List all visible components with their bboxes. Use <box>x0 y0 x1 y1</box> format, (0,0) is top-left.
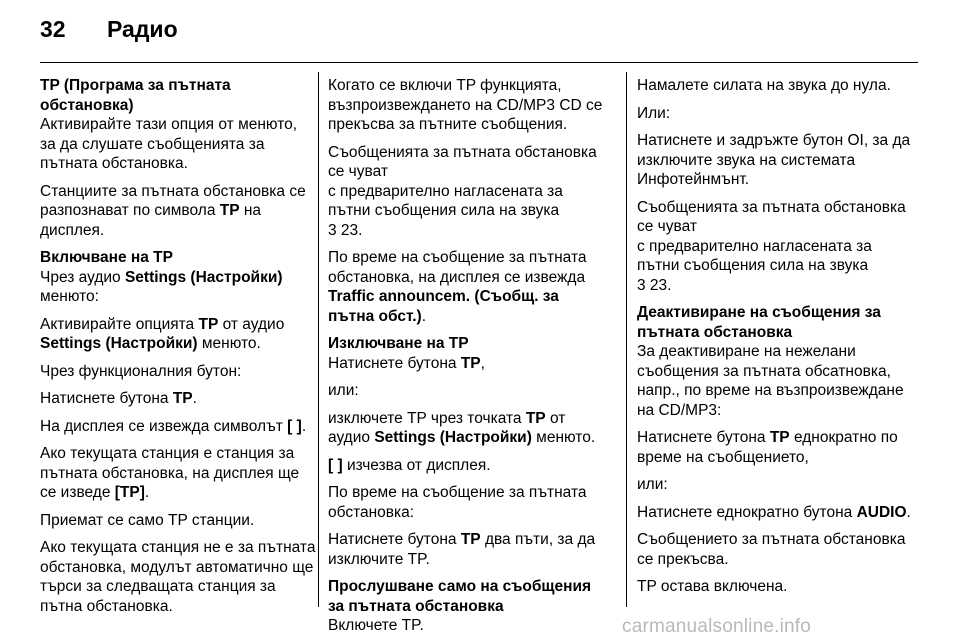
paragraph: За деактивиране на нежелани съобщения за пътната обсатновка, напр., по време на възпроизвеждане на CD/MP3: <box>637 343 904 419</box>
paragraph: TP остава включена. <box>637 578 788 595</box>
section-heading: Прослушване само на съобщения за пътната обстановка <box>328 578 592 615</box>
paragraph: Натиснете бутона TP еднократно по време на съобщението, <box>637 429 898 466</box>
column-2 <box>328 76 604 644</box>
paragraph: [ ] изчезва от дисплея. <box>328 456 491 474</box>
header-rule <box>40 62 918 63</box>
paragraph: Станциите за пътната обстановка се разпознават по символа TP на дисплея. <box>40 182 306 239</box>
column-1 <box>40 76 316 624</box>
paragraph: или: <box>328 382 359 399</box>
paragraph: По време на съобщение за пътната обстановка: <box>328 484 587 521</box>
paragraph: Натиснете еднократно бутона AUDIO. <box>637 503 911 521</box>
page-number: 32 <box>40 16 66 42</box>
paragraph: Ако текущата станция е станция за пътната обстановка, на дисплея ще се изведе [TP]. <box>40 445 300 501</box>
paragraph: изключете TP чрез точката TP от аудио Settings (Настройки) менюто. <box>328 409 596 446</box>
watermark: carmanualsonline.info <box>622 616 812 637</box>
paragraph: или: <box>637 476 668 493</box>
paragraph: Натиснете бутона TP два пъти, за да изключите TP. <box>328 531 596 568</box>
paragraph: Активирайте опцията TP от аудио Settings (Настройки) менюто. <box>40 315 285 352</box>
paragraph: Или: <box>637 104 671 122</box>
paragraph: Приемат се само TP станции. <box>40 511 255 529</box>
paragraph: Натиснете бутона TP. <box>40 390 197 407</box>
column-divider <box>318 72 319 607</box>
paragraph: Натиснете и задръжте бутон ОІ, за да изключите звука на системата Инфотейнмънт. <box>637 132 911 188</box>
paragraph: Чрез аудио Settings (Настройки) менюто: <box>40 268 283 305</box>
column-3 <box>637 76 913 605</box>
section-heading: Включване на TP <box>40 249 173 266</box>
paragraph: Намалете силата на звука до нула. <box>637 77 891 94</box>
section-heading: Деактивиране на съобщения за пътната обстановка <box>637 304 881 341</box>
paragraph: Ако текущата станция не е за пътната обстановка, модулът автоматично ще търси за следващата станция за пътна обстановка. <box>40 539 316 615</box>
paragraph: Активирайте тази опция от менюто, за да слушате съобщенията за пътната обстановка. <box>40 116 298 172</box>
page-title: Радио <box>107 16 178 42</box>
paragraph: Включете TP. <box>328 617 424 634</box>
paragraph: Чрез функционалния бутон: <box>40 362 242 380</box>
paragraph: По време на съобщение за пътната обстановка, на дисплея се извежда Traffic announcem. (Съобщ. за пътна обст.). <box>328 249 587 325</box>
section-heading: TP (Програма за пътната обстановка) <box>40 77 231 114</box>
paragraph: Съобщенията за пътната обстановка се чуват с предварително нагласената за пътни съобщения сила на звука 3 23. <box>637 198 906 294</box>
section-heading: Изключване на TP <box>328 335 469 352</box>
paragraph: Натиснете бутона TP, <box>328 354 485 372</box>
paragraph: Съобщението за пътната обстановка се прекъсва. <box>637 531 906 568</box>
paragraph: Когато се включи TP функцията, възпроизвеждането на CD/MP3 CD се прекъсва за пътните съобщения. <box>328 77 603 133</box>
paragraph: Съобщенията за пътната обстановка се чуват с предварително нагласената за пътни съобщения сила на звука 3 23. <box>328 143 597 239</box>
paragraph: На дисплея се извежда символът [ ]. <box>40 417 307 435</box>
column-divider <box>626 72 627 607</box>
